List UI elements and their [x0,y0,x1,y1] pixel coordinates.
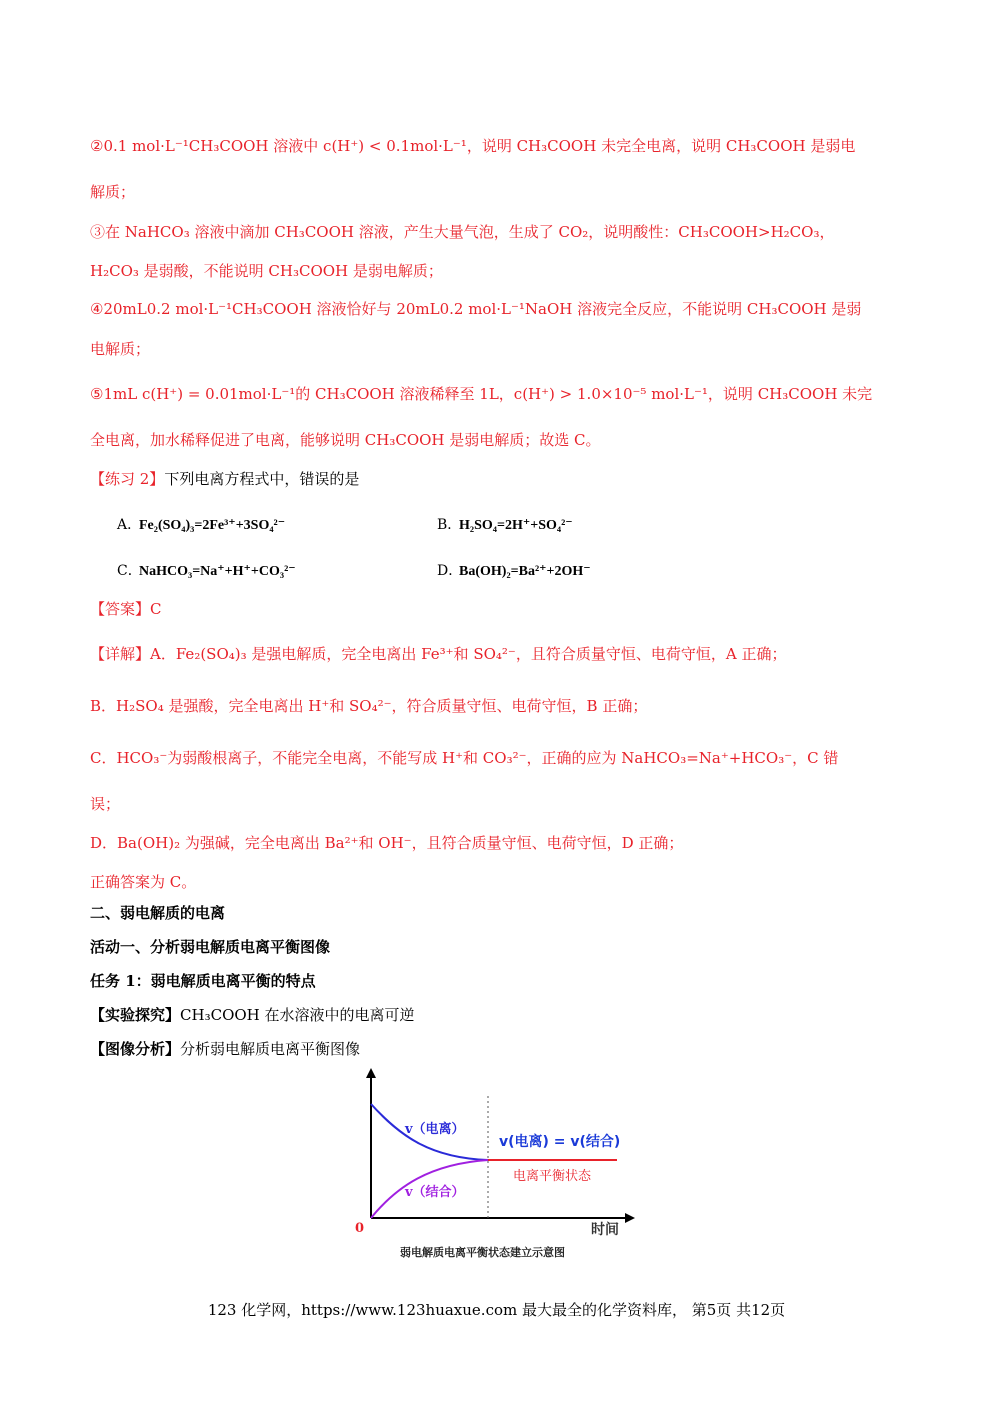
equal-label: v(电离) = v(结合) [499,1134,621,1150]
answer-tag: 【答案】 [90,600,151,618]
practice-question [90,468,905,489]
combine-label: v（结合） [405,1185,465,1200]
answer-value: C [150,600,162,618]
option-c-formula: NaHCO₃=Na⁺+H⁺+CO₃²⁻ [139,564,296,579]
option-d-label: D． [437,563,463,579]
paragraph-2-line2: 解质； [90,183,136,201]
detail-c-line2: 误； [90,795,121,813]
paragraph-4-line2: 电解质； [90,340,151,358]
paragraph-5-line2: 全电离，加水稀释促进了电离，能够说明 CH₃COOH 是弱电解质；故选 C。 [90,431,601,449]
y-axis-arrow [366,1068,376,1078]
image-tag: 【图像分析】 [90,1040,181,1058]
image-analysis-line [90,1038,905,1059]
explore-tag: 【实验探究】 [90,1006,181,1024]
paragraph-2-line1: ②0.1 mol·L⁻¹CH₃COOH 溶液中 c(H⁺) < 0.1mol·L⁻¹，说明 CH₃COOH 未完全电离，说明 CH₃COOH 是弱电 [90,137,856,155]
origin-label: 0 [355,1221,365,1236]
practice-tag: 【练习 2】 [90,470,165,488]
option-d-formula: Ba(OH)₂=Ba²⁺+2OH⁻ [459,564,591,579]
option-b-formula: H₂SO₄=2H⁺+SO₄²⁻ [459,518,573,533]
paragraph-3-line1: ③在 NaHCO₃ 溶液中滴加 CH₃COOH 溶液，产生大量气泡，生成了 CO₂，说明酸性：CH₃COOH>H₂CO₃， [90,223,835,241]
detail-b: B．H₂SO₄ 是强酸，完全电离出 H⁺和 SO₄²⁻，符合质量守恒、电荷守恒，B 正确； [90,697,648,715]
option-a [117,514,285,534]
detail-a-text: A．Fe₂(SO₄)₃ 是强电解质，完全电离出 Fe³⁺和 SO₄²⁻，且符合质量守恒、电荷守恒，A 正确； [150,645,787,663]
option-a-label: A． [117,517,142,533]
detail-d: D．Ba(OH)₂ 为强碱，完全电离出 Ba²⁺和 OH⁻，且符合质量守恒、电荷守恒，D 正确； [90,834,684,852]
activity-title: 活动一、分析弱电解质电离平衡图像 [90,938,331,956]
detail-c-line1: C．HCO₃⁻为弱酸根离子，不能完全电离，不能写成 H⁺和 CO₃²⁻，正确的应为 NaHCO₃=Na⁺+HCO₃⁻，C 错 [90,749,839,767]
option-c [117,560,296,580]
page-footer: 123 化学网，https://www.123huaxue.com 最大最全的化学资料库， 第5页 共12页 [207,1301,786,1319]
detail-a [90,643,905,664]
task-title: 任务 1：弱电解质电离平衡的特点 [90,972,316,990]
answer [90,598,905,619]
ionize-label: v（电离） [405,1122,465,1137]
explore-text: CH₃COOH 在水溶液中的电离可逆 [180,1006,415,1024]
paragraph-4-line1: ④20mL0.2 mol·L⁻¹CH₃COOH 溶液恰好与 20mL0.2 mol·L⁻¹NaOH 溶液完全反应，不能说明 CH₃COOH 是弱 [90,300,862,318]
equilibrium-figure [345,1066,645,1262]
option-a-formula: Fe₂(SO₄)₃=2Fe³⁺+3SO₄²⁻ [139,518,286,533]
x-axis-label: 时间 [591,1222,619,1238]
option-c-label: C． [117,563,142,579]
option-b-label: B． [437,517,462,533]
explore-line [90,1004,905,1025]
state-label: 电离平衡状态 [513,1169,592,1184]
figure-caption: 弱电解质电离平衡状态建立示意图 [400,1246,565,1259]
conclusion: 正确答案为 C。 [90,873,197,891]
section-title: 二、弱电解质的电离 [90,904,226,922]
option-d [437,560,591,580]
practice-text: 下列电离方程式中，错误的是 [164,470,360,488]
option-b [437,514,573,534]
x-axis-arrow [625,1213,635,1223]
image-text: 分析弱电解质电离平衡图像 [180,1040,361,1058]
detail-tag: 【详解】 [90,645,151,663]
paragraph-3-line2: H₂CO₃ 是弱酸，不能说明 CH₃COOH 是弱电解质； [90,262,443,280]
paragraph-5-line1: ⑤1mL c(H⁺) = 0.01mol·L⁻¹的 CH₃COOH 溶液稀释至 1L，c(H⁺) > 1.0×10⁻⁵ mol·L⁻¹，说明 CH₃COOH 未完 [90,385,873,403]
